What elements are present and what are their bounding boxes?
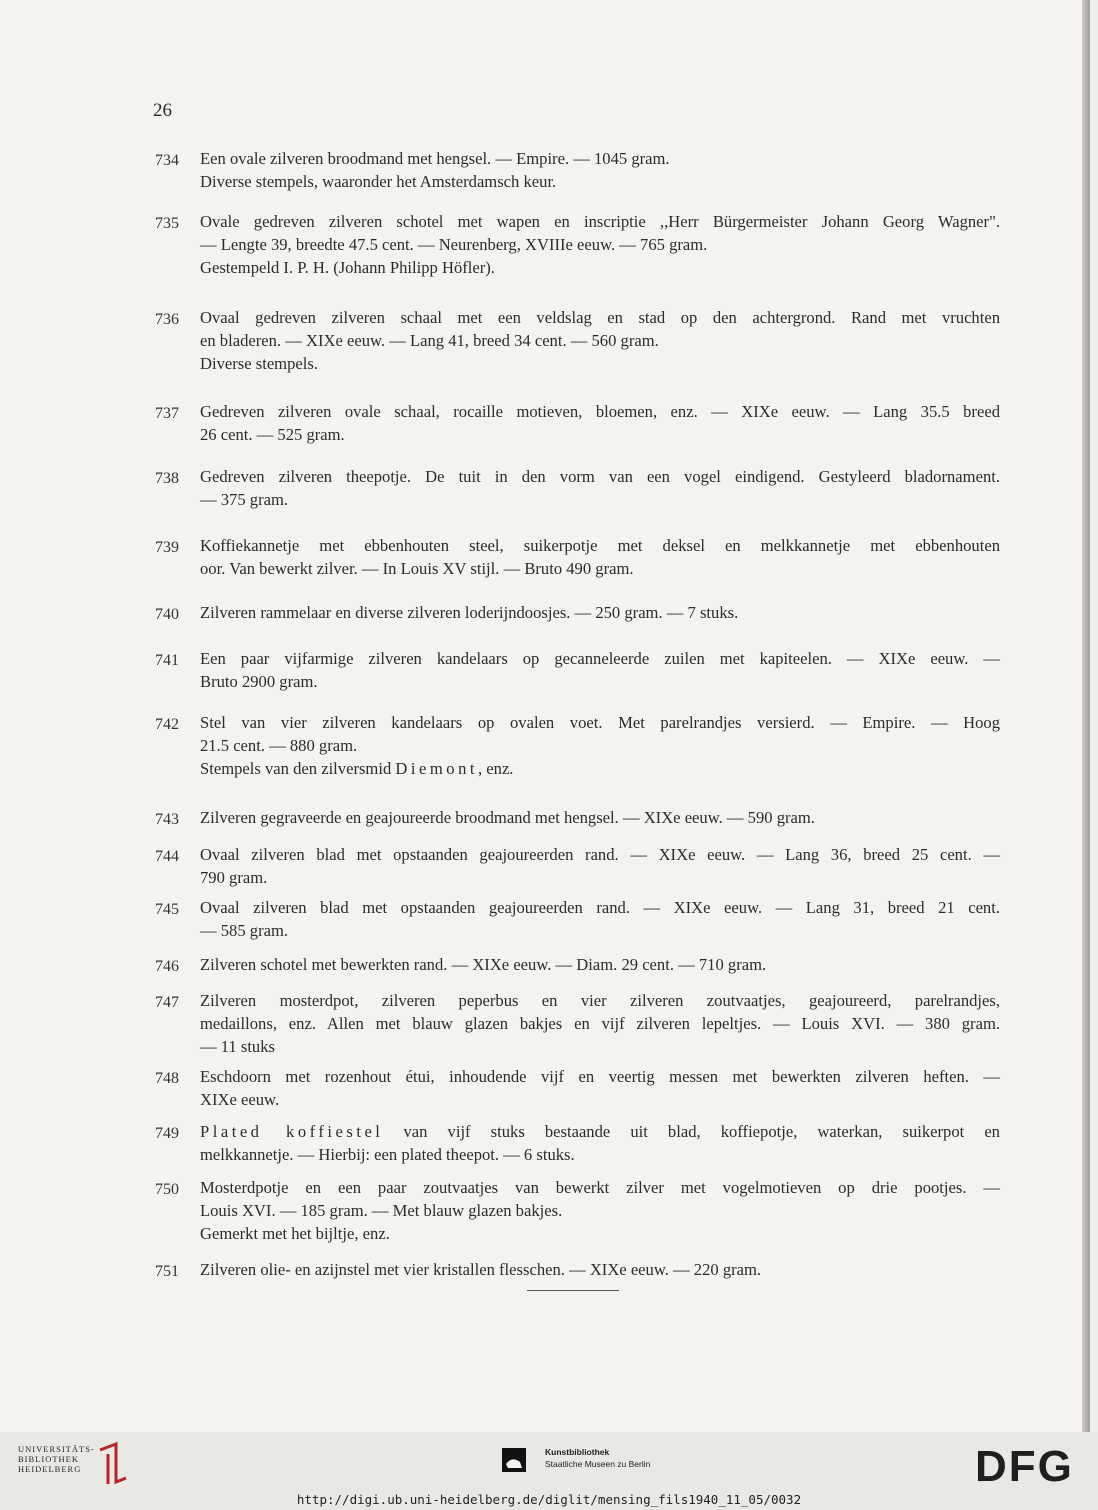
catalogue-entry: [155, 1120, 1000, 1166]
entry-text: [200, 843, 1000, 889]
entry-line: Zilveren gegraveerde en geajoureerde broodmand met hengsel. — XIXe eeuw. — 590 gram.: [200, 808, 815, 827]
entry-text: [200, 806, 1000, 829]
entry-line: Gedreven zilveren theepotje. De tuit in den vorm van een vogel eindigend. Gestyleerd bladornament.: [200, 467, 1000, 486]
entry-text: [200, 1120, 1000, 1166]
entry-line: Zilveren schotel met bewerkten rand. — XIXe eeuw. — Diam. 29 cent. — 710 gram.: [200, 955, 767, 974]
entry-line: en bladeren. — XIXe eeuw. — Lang 41, breed 34 cent. — 560 gram.: [200, 331, 659, 350]
catalogue-entry: [155, 1176, 1000, 1245]
entry-text: [200, 647, 1000, 693]
catalogue-entry: [155, 465, 1000, 511]
entry-number: 749: [155, 1125, 179, 1142]
catalogue-entry: [155, 601, 1000, 624]
entry-line: Een ovale zilveren broodmand met hengsel. — Empire. — 1045 gram.: [200, 149, 670, 168]
entry-number: 734: [155, 152, 179, 169]
entry-text: [200, 896, 1000, 942]
catalogue-entry: [155, 711, 1000, 780]
end-rule: [527, 1290, 619, 1291]
kunstbibliothek-logo-icon: [500, 1446, 528, 1474]
catalogue-entry: [155, 400, 1000, 446]
entry-line: Gedreven zilveren ovale schaal, rocaille motieven, bloemen, enz. — XIXe eeuw. — Lang 35.5 breed: [200, 402, 1000, 421]
entry-number: 735: [155, 215, 179, 232]
entry-text: [200, 1258, 1000, 1281]
catalogue-entry: [155, 989, 1000, 1058]
entry-text: [200, 400, 1000, 446]
entry-line: Bruto 2900 gram.: [200, 672, 318, 691]
entry-number: 736: [155, 311, 179, 328]
catalogue-entry: [155, 1065, 1000, 1111]
entry-number: 750: [155, 1181, 179, 1198]
entry-text: [200, 601, 1000, 624]
entry-text: [200, 953, 1000, 976]
entry-line: Zilveren olie- en azijnstel met vier kristallen flesschen. — XIXe eeuw. — 220 gram.: [200, 1260, 762, 1279]
page-number: 26: [153, 100, 172, 121]
entry-number: 737: [155, 405, 179, 422]
entry-number: 743: [155, 811, 179, 828]
entry-number: 746: [155, 958, 179, 975]
entry-number: 742: [155, 716, 179, 733]
catalogue-entry: [155, 647, 1000, 693]
entry-line: — 375 gram.: [200, 490, 289, 509]
entry-line: Gemerkt met het bijltje, enz.: [200, 1224, 390, 1243]
entry-line: — 11 stuks: [200, 1037, 275, 1056]
uni-line: BIBLIOTHEK: [18, 1454, 79, 1464]
entry-number: 747: [155, 994, 179, 1011]
entry-line: Stempels van den zilversmid Diemont, enz.: [200, 759, 514, 778]
university-library-logo-icon: [96, 1442, 132, 1486]
entry-text: [200, 147, 1000, 193]
entry-line: Louis XVI. — 185 gram. — Met blauw glazen bakjes.: [200, 1201, 563, 1220]
page-edge: [1082, 0, 1090, 1432]
catalogue-entry: [155, 806, 1000, 829]
entry-line: Plated koffiestel van vijf stuks bestaande uit blad, koffiepotje, waterkan, suikerpot en: [200, 1122, 1000, 1141]
entry-line: Een paar vijfarmige zilveren kandelaars op gecanneleerde zuilen met kapiteelen. — XIXe eeuw. —: [200, 649, 1000, 668]
catalogue-entry: [155, 147, 1000, 193]
entry-text: [200, 1176, 1000, 1245]
catalogue-entry: [155, 306, 1000, 375]
kb-sub: Staatliche Museen zu Berlin: [545, 1459, 651, 1469]
dfg-logo: DFG: [975, 1442, 1074, 1491]
entry-text: [200, 711, 1000, 780]
entry-number: 739: [155, 539, 179, 556]
entry-line: Diverse stempels.: [200, 354, 318, 373]
university-library-logo-text: [18, 1444, 95, 1474]
uni-line: HEIDELBERG: [18, 1464, 82, 1474]
footer: [0, 1432, 1098, 1510]
entry-line: melkkannetje. — Hierbij: een plated theepot. — 6 stuks.: [200, 1145, 575, 1164]
entry-line: Stel van vier zilveren kandelaars op ovalen voet. Met parelrandjes versierd. — Empire. — Hoog: [200, 713, 1000, 732]
catalogue-entry: [155, 896, 1000, 942]
catalogue-entry: [155, 953, 1000, 976]
entry-text: [200, 989, 1000, 1058]
entry-line: — 585 gram.: [200, 921, 289, 940]
entry-line: oor. Van bewerkt zilver. — In Louis XV stijl. — Bruto 490 gram.: [200, 559, 634, 578]
entry-number: 738: [155, 470, 179, 487]
entry-line: XIXe eeuw.: [200, 1090, 280, 1109]
entry-line: medaillons, enz. Allen met blauw glazen bakjes en vijf zilveren lepeltjes. — Louis XVI. — 380 gram.: [200, 1014, 1000, 1033]
catalogue-entry: [155, 210, 1000, 279]
entry-line: Ovaal zilveren blad met opstaanden geajoureerden rand. — XIXe eeuw. — Lang 31, breed 21 cent.: [200, 898, 1000, 917]
entry-line: Koffiekannetje met ebbenhouten steel, suikerpotje met deksel en melkkannetje met ebbenhouten: [200, 536, 1000, 555]
entry-text: [200, 534, 1000, 580]
entry-number: 744: [155, 848, 179, 865]
entry-line: 790 gram.: [200, 868, 268, 887]
catalogue-entry: [155, 1258, 1000, 1281]
entry-line: 21.5 cent. — 880 gram.: [200, 736, 358, 755]
entry-text: [200, 1065, 1000, 1111]
entry-number: 741: [155, 652, 179, 669]
entry-line: Zilveren mosterdpot, zilveren peperbus en vier zilveren zoutvaatjes, geajoureerd, parelrandjes,: [200, 991, 1000, 1010]
entry-line: — Lengte 39, breedte 47.5 cent. — Neurenberg, XVIIIe eeuw. — 765 gram.: [200, 235, 708, 254]
entry-line: Zilveren rammelaar en diverse zilveren loderijndoosjes. — 250 gram. — 7 stuks.: [200, 603, 739, 622]
entry-line: Ovaal gedreven zilveren schaal met een veldslag en stad op den achtergrond. Rand met vruchten: [200, 308, 1000, 327]
entry-number: 745: [155, 901, 179, 918]
kunstbibliothek-text: [545, 1446, 650, 1470]
catalogue-entry: [155, 534, 1000, 580]
entry-line: Gestempeld I. P. H. (Johann Philipp Höfler).: [200, 258, 495, 277]
entry-line: Ovaal zilveren blad met opstaanden geajoureerden rand. — XIXe eeuw. — Lang 36, breed 25 cent. —: [200, 845, 1000, 864]
entry-line: Diverse stempels, waaronder het Amsterdamsch keur.: [200, 172, 557, 191]
uni-line: UNIVERSITÄTS-: [18, 1444, 95, 1454]
entry-line: 26 cent. — 525 gram.: [200, 425, 345, 444]
entry-number: 740: [155, 606, 179, 623]
entry-text: [200, 306, 1000, 375]
entry-number: 748: [155, 1070, 179, 1087]
kb-name: Kunstbibliothek: [545, 1447, 610, 1457]
entry-line: Eschdoorn met rozenhout étui, inhoudende vijf en veertig messen met bewerkten zilveren heften. —: [200, 1067, 1000, 1086]
entry-text: [200, 465, 1000, 511]
entry-line: Mosterdpotje en een paar zoutvaatjes van bewerkt zilver met vogelmotieven op drie pootjes. —: [200, 1178, 1000, 1197]
entry-line: Ovale gedreven zilveren schotel met wapen en inscriptie ,,Herr Bürgermeister Johann Georg Wagner".: [200, 212, 1000, 231]
permalink-url[interactable]: http://digi.ub.uni-heidelberg.de/diglit/mensing_fils1940_11_05/0032: [296, 1492, 802, 1507]
entry-number: 751: [155, 1263, 179, 1280]
entry-text: [200, 210, 1000, 279]
catalogue-entry: [155, 843, 1000, 889]
